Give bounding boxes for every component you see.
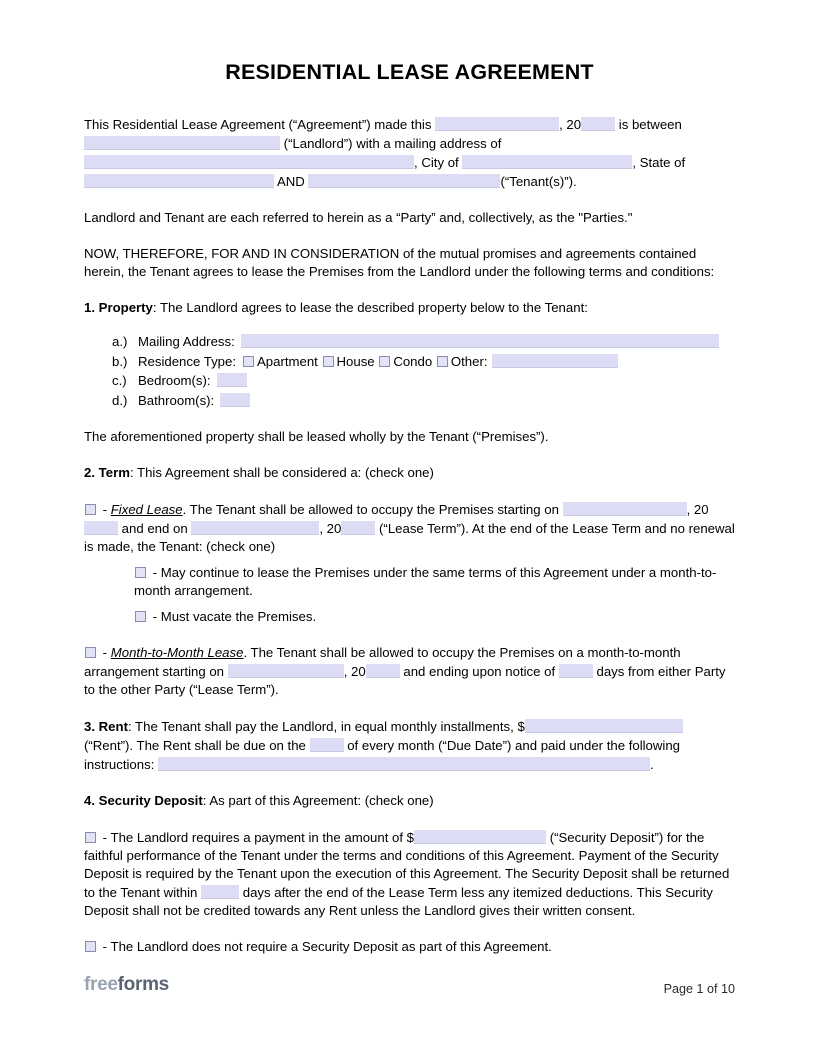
rent-due-day-field[interactable]	[310, 738, 344, 752]
fixed-option-1	[84, 564, 735, 600]
logo-forms-text: forms	[117, 974, 169, 995]
fixed-lease-label: Fixed Lease	[110, 502, 183, 517]
intro-text-1: This Residential Lease Agreement (“Agreement”) made this	[84, 117, 432, 132]
deposit-dash-2: -	[102, 939, 108, 954]
rent-text-1: : The Tenant shall pay the Landlord, in equal monthly installments, $	[127, 719, 525, 734]
mtm-text-1: . The Tenant shall be allowed to occupy the Premises on a month-to-month arrangement starting on	[84, 645, 681, 679]
freeforms-logo	[84, 974, 169, 996]
checkbox-fixed-lease[interactable]	[85, 504, 96, 515]
intro-text-3: is between	[618, 117, 682, 132]
rent-amount-field[interactable]	[525, 719, 683, 733]
mtm-notice-days-field[interactable]	[559, 664, 593, 678]
property-mailing-address-field[interactable]	[241, 334, 719, 348]
fixed-lease-paragraph	[84, 500, 735, 556]
residence-other-field[interactable]	[492, 354, 618, 368]
fixed-end-date-field[interactable]	[191, 521, 319, 535]
rent-instructions-field[interactable]	[158, 757, 650, 771]
fixed-end-year-field[interactable]	[341, 521, 375, 535]
mtm-start-date-field[interactable]	[228, 664, 344, 678]
checkbox-house[interactable]	[323, 356, 334, 367]
mtm-start-year-field[interactable]	[366, 664, 400, 678]
list-item	[112, 391, 735, 411]
list-item	[112, 371, 735, 391]
intro-text-7: AND	[276, 174, 305, 189]
intro-paragraph	[84, 115, 735, 191]
tenant-name-field[interactable]	[308, 174, 500, 188]
page-footer	[84, 974, 735, 996]
mtm-text-4: days from either Party to the other Party (“Lease Term”).	[84, 664, 726, 697]
consideration-paragraph: NOW, THEREFORE, FOR AND IN CONSIDERATION of the mutual promises and agreements contained herein, the Tenant agrees to lease the Premises from the Landlord under the following terms and conditions:	[84, 246, 715, 279]
section-rent-paragraph	[84, 717, 735, 774]
fixed-lease-text-1: . The Tenant shall be allowed to occupy the Premises starting on	[182, 502, 559, 517]
list-item-text: Bedroom(s):	[138, 373, 211, 388]
list-item-label: b.)	[112, 353, 128, 369]
checkbox-month-to-month-lease[interactable]	[85, 647, 96, 658]
fixed-lease-text-2: , 20	[686, 502, 709, 517]
fixed-start-year-field[interactable]	[84, 521, 118, 535]
list-item-text: Mailing Address:	[138, 334, 235, 349]
checkbox-continue-month-to-month[interactable]	[135, 567, 146, 578]
mtm-text-3: and ending upon notice of	[403, 664, 556, 679]
mtm-text-2: , 20	[343, 664, 366, 679]
option-apartment-label: Apartment	[257, 353, 318, 369]
landlord-state-field[interactable]	[84, 174, 274, 188]
checkbox-requires-security-deposit[interactable]	[85, 832, 96, 843]
section-security-deposit-text: : As part of this Agreement: (check one)	[202, 793, 434, 808]
list-item-label: a.)	[112, 334, 128, 349]
section-security-deposit-number: 4. Security Deposit	[84, 793, 203, 808]
checkbox-must-vacate[interactable]	[135, 611, 146, 622]
deposit-dash-1: -	[102, 830, 108, 845]
rent-text-3: of every month (“Due Date”) and paid under the following instructions:	[84, 738, 681, 772]
option-other-label: Other:	[450, 353, 488, 369]
security-deposit-option-2	[84, 938, 735, 956]
rent-text-4: .	[650, 757, 654, 772]
deposit-text-2: (“Security Deposit”) for the faithful performance of the Tenant under the terms and conditions of this Agreement. Payment of the Security Deposit is required by the Tenant upon the execution of this Agreement. The Security Deposit shall be returned to the Tenant within	[84, 830, 730, 900]
section-property-number: 1. Property	[84, 300, 153, 315]
agreement-year-field[interactable]	[581, 117, 615, 131]
section-term-number: 2. Term	[84, 465, 130, 480]
parties-paragraph: Landlord and Tenant are each referred to herein as a “Party” and, collectively, as the "Parties."	[84, 210, 633, 225]
deposit-text-3: days after the end of the Lease Term less any itemized deductions. This Security Deposit shall not be credited towards any Rent unless the Landlord gives their written consent.	[84, 885, 713, 918]
page-title: RESIDENTIAL LEASE AGREEMENT	[225, 60, 594, 84]
fixed-option-1-text: - May continue to lease the Premises under the same terms of this Agreement under a month-to-month arrangement.	[134, 565, 717, 598]
bathrooms-field[interactable]	[220, 393, 250, 407]
fixed-lease-text-3: and end on	[121, 521, 188, 536]
deposit-text-1: The Landlord requires a payment in the amount of $	[110, 830, 415, 845]
checkbox-no-security-deposit[interactable]	[85, 941, 96, 952]
list-item-label: c.)	[112, 373, 127, 388]
page-number: Page 1 of 10	[663, 982, 735, 996]
deposit-option-2-text: The Landlord does not require a Security Deposit as part of this Agreement.	[110, 939, 552, 954]
section-security-deposit-heading	[84, 792, 735, 810]
fixed-option-2	[84, 608, 735, 626]
list-item-text: Residence Type:	[138, 353, 236, 369]
bedrooms-field[interactable]	[217, 373, 247, 387]
security-deposit-option-1	[84, 828, 735, 920]
rent-text-2: (“Rent”). The Rent shall be due on the	[84, 738, 306, 753]
checkbox-other[interactable]	[437, 356, 448, 367]
month-to-month-paragraph	[84, 644, 735, 699]
fixed-lease-text-5: (“Lease Term”). At the end of the Lease Term and no renewal is made, the Tenant: (check one)	[84, 521, 735, 554]
landlord-address-field[interactable]	[84, 155, 414, 169]
intro-text-5: , City of	[414, 155, 459, 170]
fixed-lease-dash: -	[102, 502, 108, 517]
intro-text-6: , State of	[632, 155, 686, 170]
intro-text-4: (“Landlord”) with a mailing address of	[283, 136, 502, 151]
list-item	[112, 332, 735, 352]
section-property-heading	[84, 299, 735, 317]
mtm-label: Month-to-Month Lease	[110, 645, 244, 660]
checkbox-condo[interactable]	[379, 356, 390, 367]
fixed-option-2-text: - Must vacate the Premises.	[152, 609, 317, 624]
section-rent-number: 3. Rent	[84, 719, 128, 734]
intro-text-2: , 20	[559, 117, 582, 132]
security-deposit-return-days-field[interactable]	[201, 885, 239, 899]
landlord-city-field[interactable]	[462, 155, 632, 169]
section-property-text: : The Landlord agrees to lease the described property below to the Tenant:	[152, 300, 588, 315]
intro-text-8: (“Tenant(s)”).	[500, 174, 577, 189]
property-list	[84, 332, 735, 410]
list-item-text: Bathroom(s):	[138, 392, 215, 408]
property-after-paragraph: The aforementioned property shall be leased wholly by the Tenant (“Premises”).	[84, 429, 549, 444]
security-deposit-amount-field[interactable]	[414, 830, 546, 844]
section-term-text: : This Agreement shall be considered a: (check one)	[129, 465, 434, 480]
option-condo-label: Condo	[393, 353, 433, 369]
logo-free-text: free	[84, 974, 118, 995]
fixed-start-date-field[interactable]	[563, 502, 687, 516]
agreement-date-field[interactable]	[435, 117, 559, 131]
list-item	[112, 352, 735, 372]
landlord-name-field[interactable]	[84, 136, 280, 150]
checkbox-apartment[interactable]	[243, 356, 254, 367]
mtm-dash: -	[102, 645, 108, 660]
section-term-heading	[84, 464, 735, 482]
list-item-label: d.)	[112, 392, 128, 408]
option-house-label: House	[336, 353, 375, 369]
fixed-lease-text-4: , 20	[319, 521, 342, 536]
